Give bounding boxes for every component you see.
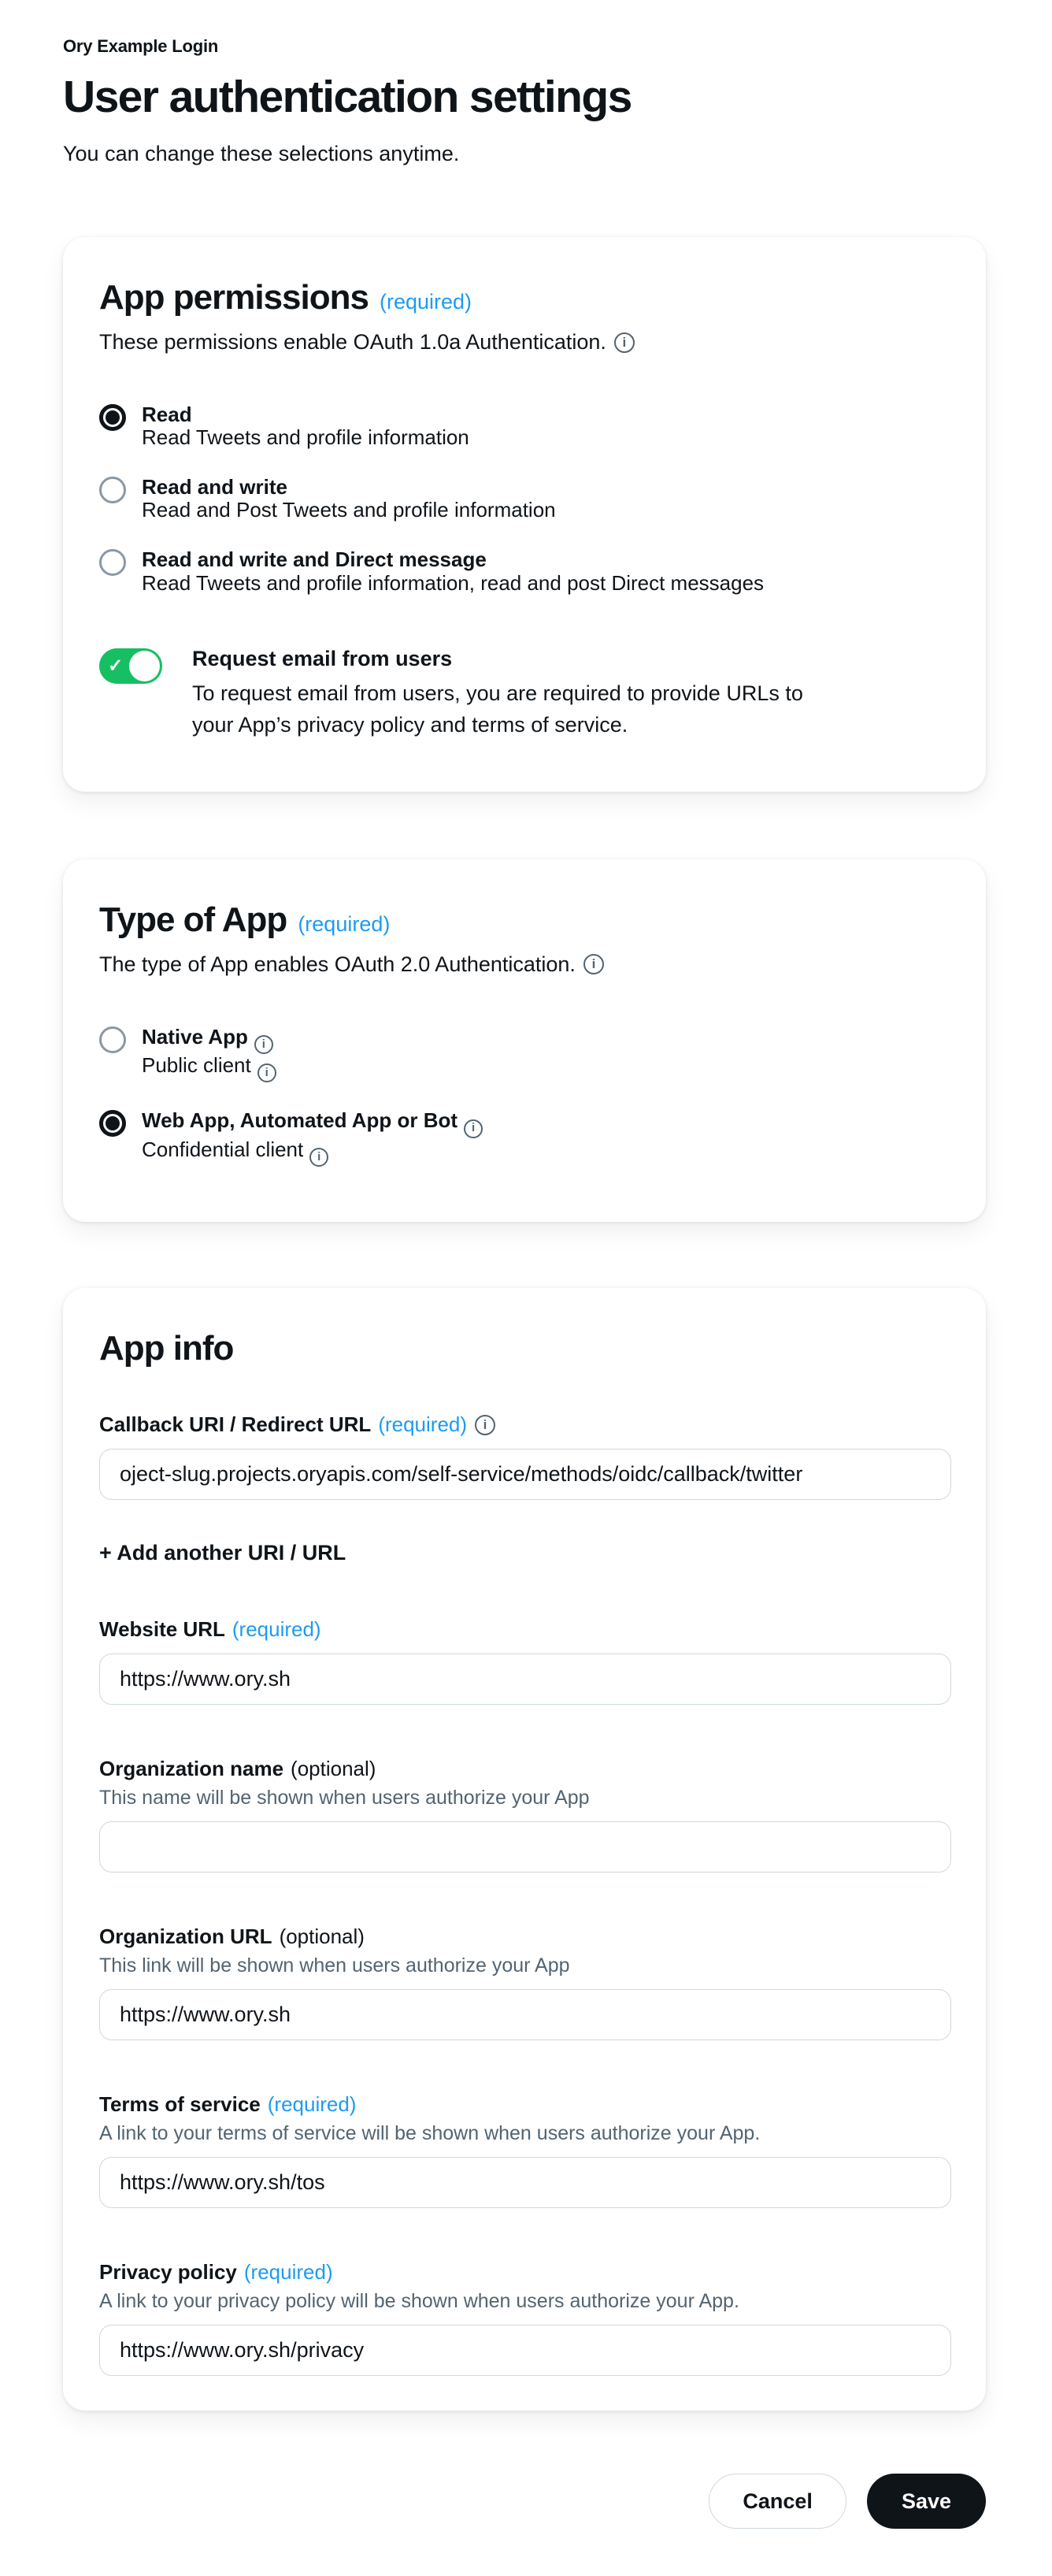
radio-unselected-icon[interactable] xyxy=(99,477,126,503)
terms-of-service-input[interactable] xyxy=(99,2157,951,2208)
permission-option-read-write[interactable] xyxy=(99,476,951,522)
required-badge: (required) xyxy=(378,1412,468,1437)
required-badge: (required) xyxy=(232,1617,321,1642)
info-icon[interactable]: i xyxy=(475,1415,495,1435)
organization-name-input[interactable] xyxy=(99,1821,951,1873)
footer-actions xyxy=(63,2474,986,2529)
app-permissions-card xyxy=(63,237,986,792)
field-hint: A link to your terms of service will be shown when users authorize your App. xyxy=(99,2122,761,2145)
field-hint: A link to your privacy policy will be shown when users authorize your App. xyxy=(99,2290,739,2313)
toggle-text xyxy=(192,647,806,741)
radio-text xyxy=(142,1109,483,1167)
permission-option-read[interactable] xyxy=(99,403,951,449)
website-url-field xyxy=(99,1617,951,1705)
field-label: Privacy policy xyxy=(99,2260,237,2285)
radio-description: Read and Post Tweets and profile information xyxy=(142,498,556,522)
permission-option-read-write-dm[interactable] xyxy=(99,548,951,594)
radio-label: Read and write and Direct message xyxy=(142,547,487,572)
optional-badge: (optional) xyxy=(279,1925,365,1949)
radio-text xyxy=(142,548,764,594)
radio-description-text: Public client xyxy=(142,1053,251,1078)
radio-label-text: Web App, Automated App or Bot xyxy=(142,1108,458,1133)
toggle-label: Request email from users xyxy=(192,646,453,670)
radio-description: Read Tweets and profile information xyxy=(142,425,469,450)
radio-label: Read xyxy=(142,403,192,426)
field-label-row xyxy=(99,1617,951,1642)
info-icon[interactable]: i xyxy=(464,1119,483,1138)
required-badge: (required) xyxy=(379,290,472,314)
card-title: App permissions xyxy=(99,278,369,317)
card-subtitle: The type of App enables OAuth 2.0 Authentication. xyxy=(99,952,576,976)
organization-url-field xyxy=(99,1925,951,2040)
radio-label xyxy=(142,1026,276,1054)
radio-label: Read and write xyxy=(142,475,287,499)
field-label-row xyxy=(99,2260,951,2285)
radio-description-text: Confidential client xyxy=(142,1137,304,1161)
radio-text xyxy=(142,403,469,449)
privacy-policy-field xyxy=(99,2260,951,2376)
card-subtitle-row xyxy=(99,952,951,977)
card-subtitle: These permissions enable OAuth 1.0a Authentication. xyxy=(99,330,606,354)
type-of-app-card xyxy=(63,859,986,1223)
required-badge: (required) xyxy=(298,911,391,936)
radio-unselected-icon[interactable] xyxy=(99,1026,126,1053)
check-icon: ✓ xyxy=(108,655,124,676)
required-badge: (required) xyxy=(243,2260,333,2285)
required-badge: (required) xyxy=(267,2092,357,2117)
app-name-label: Ory Example Login xyxy=(63,36,219,56)
callback-uri-field xyxy=(99,1412,951,1500)
info-icon[interactable]: i xyxy=(309,1148,328,1167)
type-radio-group xyxy=(99,1026,951,1167)
info-icon[interactable]: i xyxy=(254,1035,273,1054)
field-label: Website URL xyxy=(99,1617,225,1642)
privacy-policy-input[interactable] xyxy=(99,2325,951,2376)
radio-text xyxy=(142,1026,276,1083)
card-subtitle-row xyxy=(99,330,951,354)
radio-text xyxy=(142,476,556,522)
field-label-row xyxy=(99,1757,951,1781)
field-hint: This name will be shown when users authorize your App xyxy=(99,1787,590,1810)
type-of-app-header xyxy=(99,900,951,940)
request-email-toggle[interactable] xyxy=(99,648,162,684)
field-hint: This link will be shown when users authorize your App xyxy=(99,1954,570,1977)
organization-name-field xyxy=(99,1757,951,1873)
radio-selected-icon[interactable] xyxy=(99,404,126,431)
field-label-row xyxy=(99,1925,951,1949)
radio-description xyxy=(142,1054,276,1082)
field-label-row xyxy=(99,2092,951,2117)
app-permissions-header xyxy=(99,278,951,317)
type-option-native-app[interactable] xyxy=(99,1026,951,1083)
page-title: User authentication settings xyxy=(63,72,632,122)
field-label: Organization name xyxy=(99,1757,284,1781)
permissions-radio-group xyxy=(99,403,951,595)
field-label: Terms of service xyxy=(99,2092,261,2117)
type-option-web-app[interactable] xyxy=(99,1109,951,1167)
website-url-input[interactable] xyxy=(99,1654,951,1705)
radio-label xyxy=(142,1109,483,1138)
info-icon[interactable]: i xyxy=(614,332,635,353)
terms-of-service-field xyxy=(99,2092,951,2208)
card-title: Type of App xyxy=(99,900,287,939)
field-label: Organization URL xyxy=(99,1925,272,1949)
page-subtitle: You can change these selections anytime. xyxy=(63,142,460,165)
field-label: Callback URI / Redirect URL xyxy=(99,1412,372,1437)
radio-description: Read Tweets and profile information, read and post Direct messages xyxy=(142,570,765,595)
toggle-knob xyxy=(129,651,160,681)
radio-selected-icon[interactable] xyxy=(99,1110,126,1137)
card-title: App info xyxy=(99,1329,234,1368)
info-icon[interactable]: i xyxy=(257,1063,276,1082)
radio-unselected-icon[interactable] xyxy=(99,549,126,576)
radio-description xyxy=(142,1138,483,1167)
request-email-row xyxy=(99,647,951,741)
app-info-header xyxy=(99,1329,951,1368)
cancel-button[interactable]: Cancel xyxy=(709,2474,846,2529)
radio-label-text: Native App xyxy=(142,1024,248,1049)
callback-uri-input[interactable] xyxy=(99,1449,951,1500)
optional-badge: (optional) xyxy=(291,1757,376,1781)
info-icon[interactable]: i xyxy=(583,954,604,974)
organization-url-input[interactable] xyxy=(99,1989,951,2040)
save-button[interactable]: Save xyxy=(867,2474,986,2529)
app-info-card xyxy=(63,1288,986,2411)
add-uri-button[interactable]: + Add another URI / URL xyxy=(99,1541,346,1565)
field-label-row xyxy=(99,1412,951,1437)
toggle-description: To request email from users, you are required to provide URLs to your App’s privacy policy and terms of service. xyxy=(192,681,803,737)
